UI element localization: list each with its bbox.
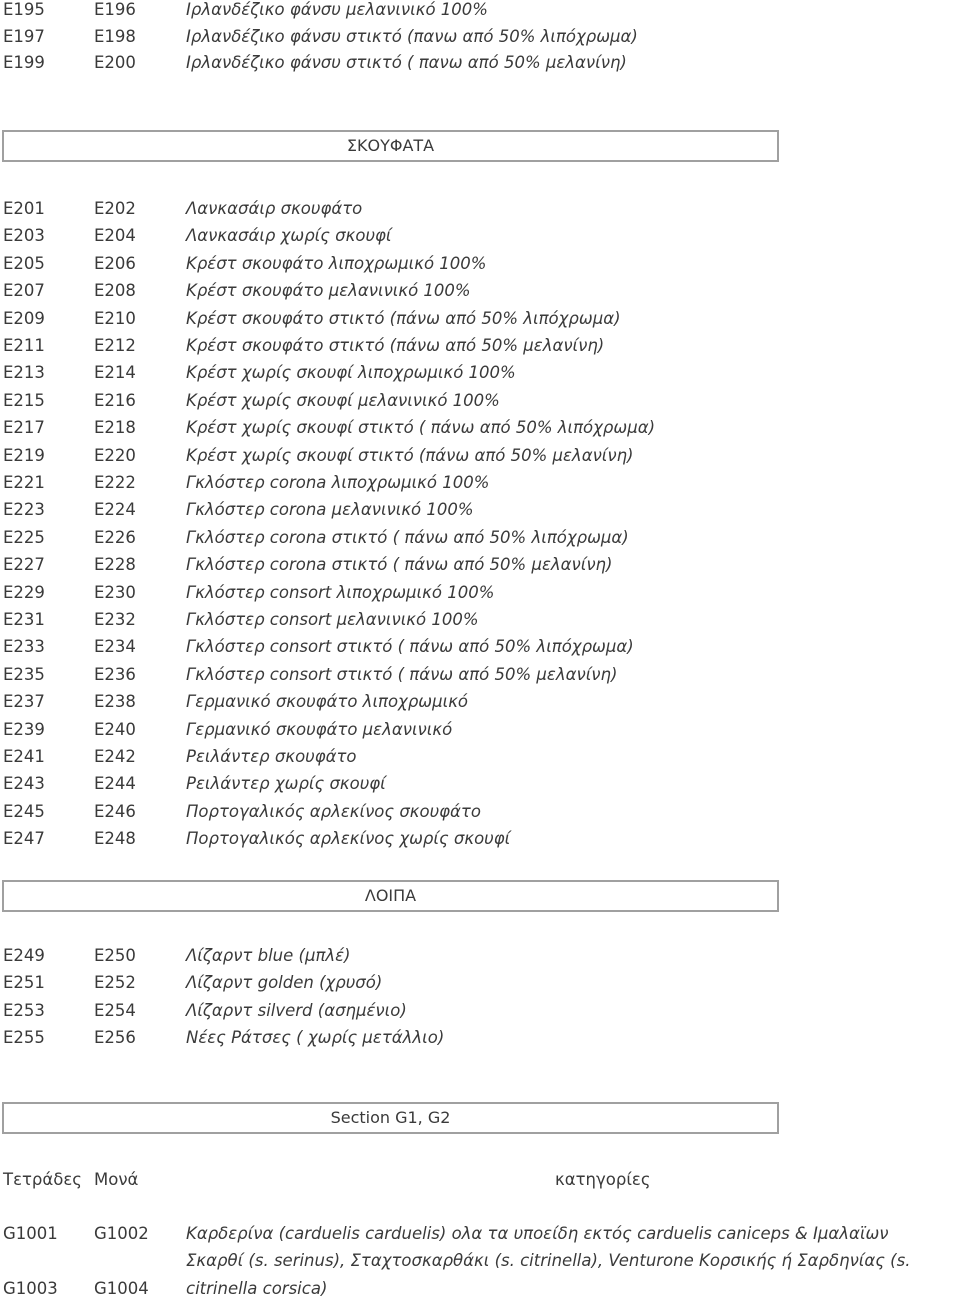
code-pair-left: E205 bbox=[3, 253, 45, 273]
breed-description: Ρειλάντερ σκουφάτο bbox=[186, 747, 357, 766]
section-title: Section G1, G2 bbox=[330, 1108, 451, 1127]
code-pair-left: E201 bbox=[3, 199, 45, 218]
code-pair-left: E247 bbox=[3, 829, 45, 849]
code-single-right: E246 bbox=[94, 801, 136, 821]
breed-description: Γκλόστερ consort στικτό ( πάνω από 50% μελανίνη) bbox=[186, 664, 618, 684]
section-header-skoufata bbox=[2, 130, 779, 162]
code-single-right: E198 bbox=[94, 26, 136, 46]
code-single-right: E226 bbox=[94, 527, 136, 547]
code-single-right: E204 bbox=[94, 226, 136, 246]
code-single-right: E238 bbox=[94, 692, 136, 712]
code-pair-left: E199 bbox=[3, 53, 45, 72]
code-single-right: E252 bbox=[94, 973, 136, 993]
code-pair-left: E197 bbox=[3, 26, 45, 46]
code-pair-left: E211 bbox=[3, 336, 45, 355]
breed-description: Κρέστ χωρίς σκουφί στικτό ( πάνω από 50% λιπόχρωμα) bbox=[186, 418, 656, 438]
code-single-right: E206 bbox=[94, 253, 136, 273]
code-single-right: E216 bbox=[94, 390, 136, 410]
code-pair-left: E207 bbox=[3, 281, 45, 301]
breed-description: Γκλόστερ corona στικτό ( πάνω από 50% μελανίνη) bbox=[186, 555, 613, 575]
code-single-right: E244 bbox=[94, 774, 136, 794]
breed-description: Γκλόστερ corona στικτό ( πάνω από 50% λιπόχρωμα) bbox=[186, 527, 629, 547]
breed-description: Καρδερίνα (carduelis carduelis) ολα τα υποείδη εκτός carduelis caniceps & Ιμαλαϊων bbox=[186, 1224, 889, 1243]
breed-description: Ρειλάντερ χωρίς σκουφί bbox=[186, 774, 386, 794]
code-single-right: E234 bbox=[94, 637, 136, 657]
breed-description: Κρέστ χωρίς σκουφί στικτό (πάνω από 50% μελανίνη) bbox=[186, 445, 634, 465]
code-single-right: E222 bbox=[94, 473, 136, 492]
code-single-right: E196 bbox=[94, 0, 136, 19]
code-single-right: E254 bbox=[94, 1000, 136, 1020]
code-pair-left: E251 bbox=[3, 973, 45, 993]
code-single-right: G1004 bbox=[94, 1279, 149, 1298]
code-pair-left: E237 bbox=[3, 692, 45, 712]
breed-description: Γκλόστερ corona λιποχρωμικό 100% bbox=[186, 473, 490, 492]
code-pair-left: E249 bbox=[3, 946, 45, 965]
code-single-right: G1002 bbox=[94, 1224, 149, 1243]
code-single-right: E256 bbox=[94, 1028, 136, 1048]
code-pair-left: E253 bbox=[3, 1000, 45, 1020]
code-pair-left: E217 bbox=[3, 418, 45, 438]
code-pair-left: E219 bbox=[3, 445, 45, 465]
code-pair-left: E223 bbox=[3, 500, 45, 520]
code-pair-left: E241 bbox=[3, 747, 45, 766]
code-pair-left: G1001 bbox=[3, 1224, 58, 1243]
breed-description: Λανκασάιρ χωρίς σκουφί bbox=[186, 226, 392, 246]
code-single-right: E242 bbox=[94, 747, 136, 766]
code-single-right: E236 bbox=[94, 664, 136, 684]
code-single-right: E228 bbox=[94, 555, 136, 575]
code-pair-left: E209 bbox=[3, 308, 45, 328]
breed-description: Γερμανικό σκουφάτο μελανινικό bbox=[186, 719, 453, 739]
breed-description: Γερμανικό σκουφάτο λιποχρωμικό bbox=[186, 692, 469, 712]
code-pair-left: E215 bbox=[3, 390, 45, 410]
code-pair-left: E239 bbox=[3, 719, 45, 739]
code-single-right: E210 bbox=[94, 308, 136, 328]
code-single-right: E230 bbox=[94, 582, 136, 602]
code-single-right: E232 bbox=[94, 610, 136, 629]
code-pair-left: E203 bbox=[3, 226, 45, 246]
column-header-mona: Μονά bbox=[94, 1170, 139, 1189]
breed-description: Κρέστ σκουφάτο λιποχρωμικό 100% bbox=[186, 253, 487, 273]
breed-description: Κρέστ χωρίς σκουφί λιποχρωμικό 100% bbox=[186, 363, 516, 383]
breed-description: Ιρλανδέζικο φάνσυ μελανινικό 100% bbox=[186, 0, 488, 19]
breed-description: Λίζαρντ blue (μπλέ) bbox=[186, 946, 351, 965]
code-single-right: E214 bbox=[94, 363, 136, 383]
breed-description: Κρέστ σκουφάτο μελανινικό 100% bbox=[186, 281, 471, 301]
column-header-kathgories: κατηγορίες bbox=[555, 1170, 651, 1189]
breed-description: Πορτογαλικός αρλεκίνος χωρίς σκουφί bbox=[186, 829, 511, 849]
section-header-g bbox=[2, 1102, 779, 1134]
breed-description: Σκαρθί (s. serinus), Σταχτοσκαρθάκι (s. citrinella), Venturone Κορσικής ή Σαρδηνίας (s. bbox=[186, 1251, 911, 1270]
code-single-right: E224 bbox=[94, 500, 136, 520]
code-pair-left: E195 bbox=[3, 0, 45, 19]
code-single-right: E248 bbox=[94, 829, 136, 849]
code-pair-left: E213 bbox=[3, 363, 45, 383]
code-single-right: E250 bbox=[94, 946, 136, 965]
breed-description: Νέες Ράτσες ( χωρίς μετάλλιο) bbox=[186, 1028, 445, 1048]
code-single-right: E240 bbox=[94, 719, 136, 739]
breed-description: Γκλόστερ corona μελανινικό 100% bbox=[186, 500, 474, 520]
column-header-tetrades: Τετράδες bbox=[3, 1170, 82, 1189]
code-pair-left: E233 bbox=[3, 637, 45, 657]
breed-description: Γκλόστερ consort μελανινικό 100% bbox=[186, 610, 479, 629]
code-single-right: E202 bbox=[94, 199, 136, 218]
code-pair-left: E227 bbox=[3, 555, 45, 575]
breed-description: Ιρλανδέζικο φάνσυ στικτό ( πανω από 50% μελανίνη) bbox=[186, 53, 627, 72]
breed-description: Γκλόστερ consort στικτό ( πάνω από 50% λιπόχρωμα) bbox=[186, 637, 634, 657]
breed-description: Λανκασάιρ σκουφάτο bbox=[186, 199, 363, 218]
code-single-right: E220 bbox=[94, 445, 136, 465]
breed-description: Κρέστ σκουφάτο στικτό (πάνω από 50% μελανίνη) bbox=[186, 336, 605, 355]
code-single-right: E200 bbox=[94, 53, 136, 72]
breed-description: Πορτογαλικός αρλεκίνος σκουφάτο bbox=[186, 801, 481, 821]
breed-description: Ιρλανδέζικο φάνσυ στικτό (πανω από 50% λιπόχρωμα) bbox=[186, 26, 638, 46]
section-title: ΣΚΟΥΦΑΤΑ bbox=[346, 136, 435, 155]
code-single-right: E212 bbox=[94, 336, 136, 355]
code-single-right: E208 bbox=[94, 281, 136, 301]
section-title: ΛΟΙΠΑ bbox=[364, 886, 417, 905]
breed-description: citrinella corsica) bbox=[186, 1279, 328, 1298]
code-pair-left: E231 bbox=[3, 610, 45, 629]
breed-description: Λίζαρντ silverd (ασημένιο) bbox=[186, 1000, 407, 1020]
code-pair-left: E245 bbox=[3, 801, 45, 821]
code-single-right: E218 bbox=[94, 418, 136, 438]
code-pair-left: E221 bbox=[3, 473, 45, 492]
code-pair-left: E235 bbox=[3, 664, 45, 684]
breed-description: Κρέστ χωρίς σκουφί μελανινικό 100% bbox=[186, 390, 500, 410]
code-pair-left: E255 bbox=[3, 1028, 45, 1048]
code-pair-left: E243 bbox=[3, 774, 45, 794]
code-pair-left: E229 bbox=[3, 582, 45, 602]
section-header-loipa bbox=[2, 880, 779, 912]
breed-description: Γκλόστερ consort λιποχρωμικό 100% bbox=[186, 582, 495, 602]
code-pair-left: E225 bbox=[3, 527, 45, 547]
breed-description: Κρέστ σκουφάτο στικτό (πάνω από 50% λιπόχρωμα) bbox=[186, 308, 621, 328]
breed-description: Λίζαρντ golden (χρυσό) bbox=[186, 973, 383, 993]
code-pair-left: G1003 bbox=[3, 1279, 58, 1298]
